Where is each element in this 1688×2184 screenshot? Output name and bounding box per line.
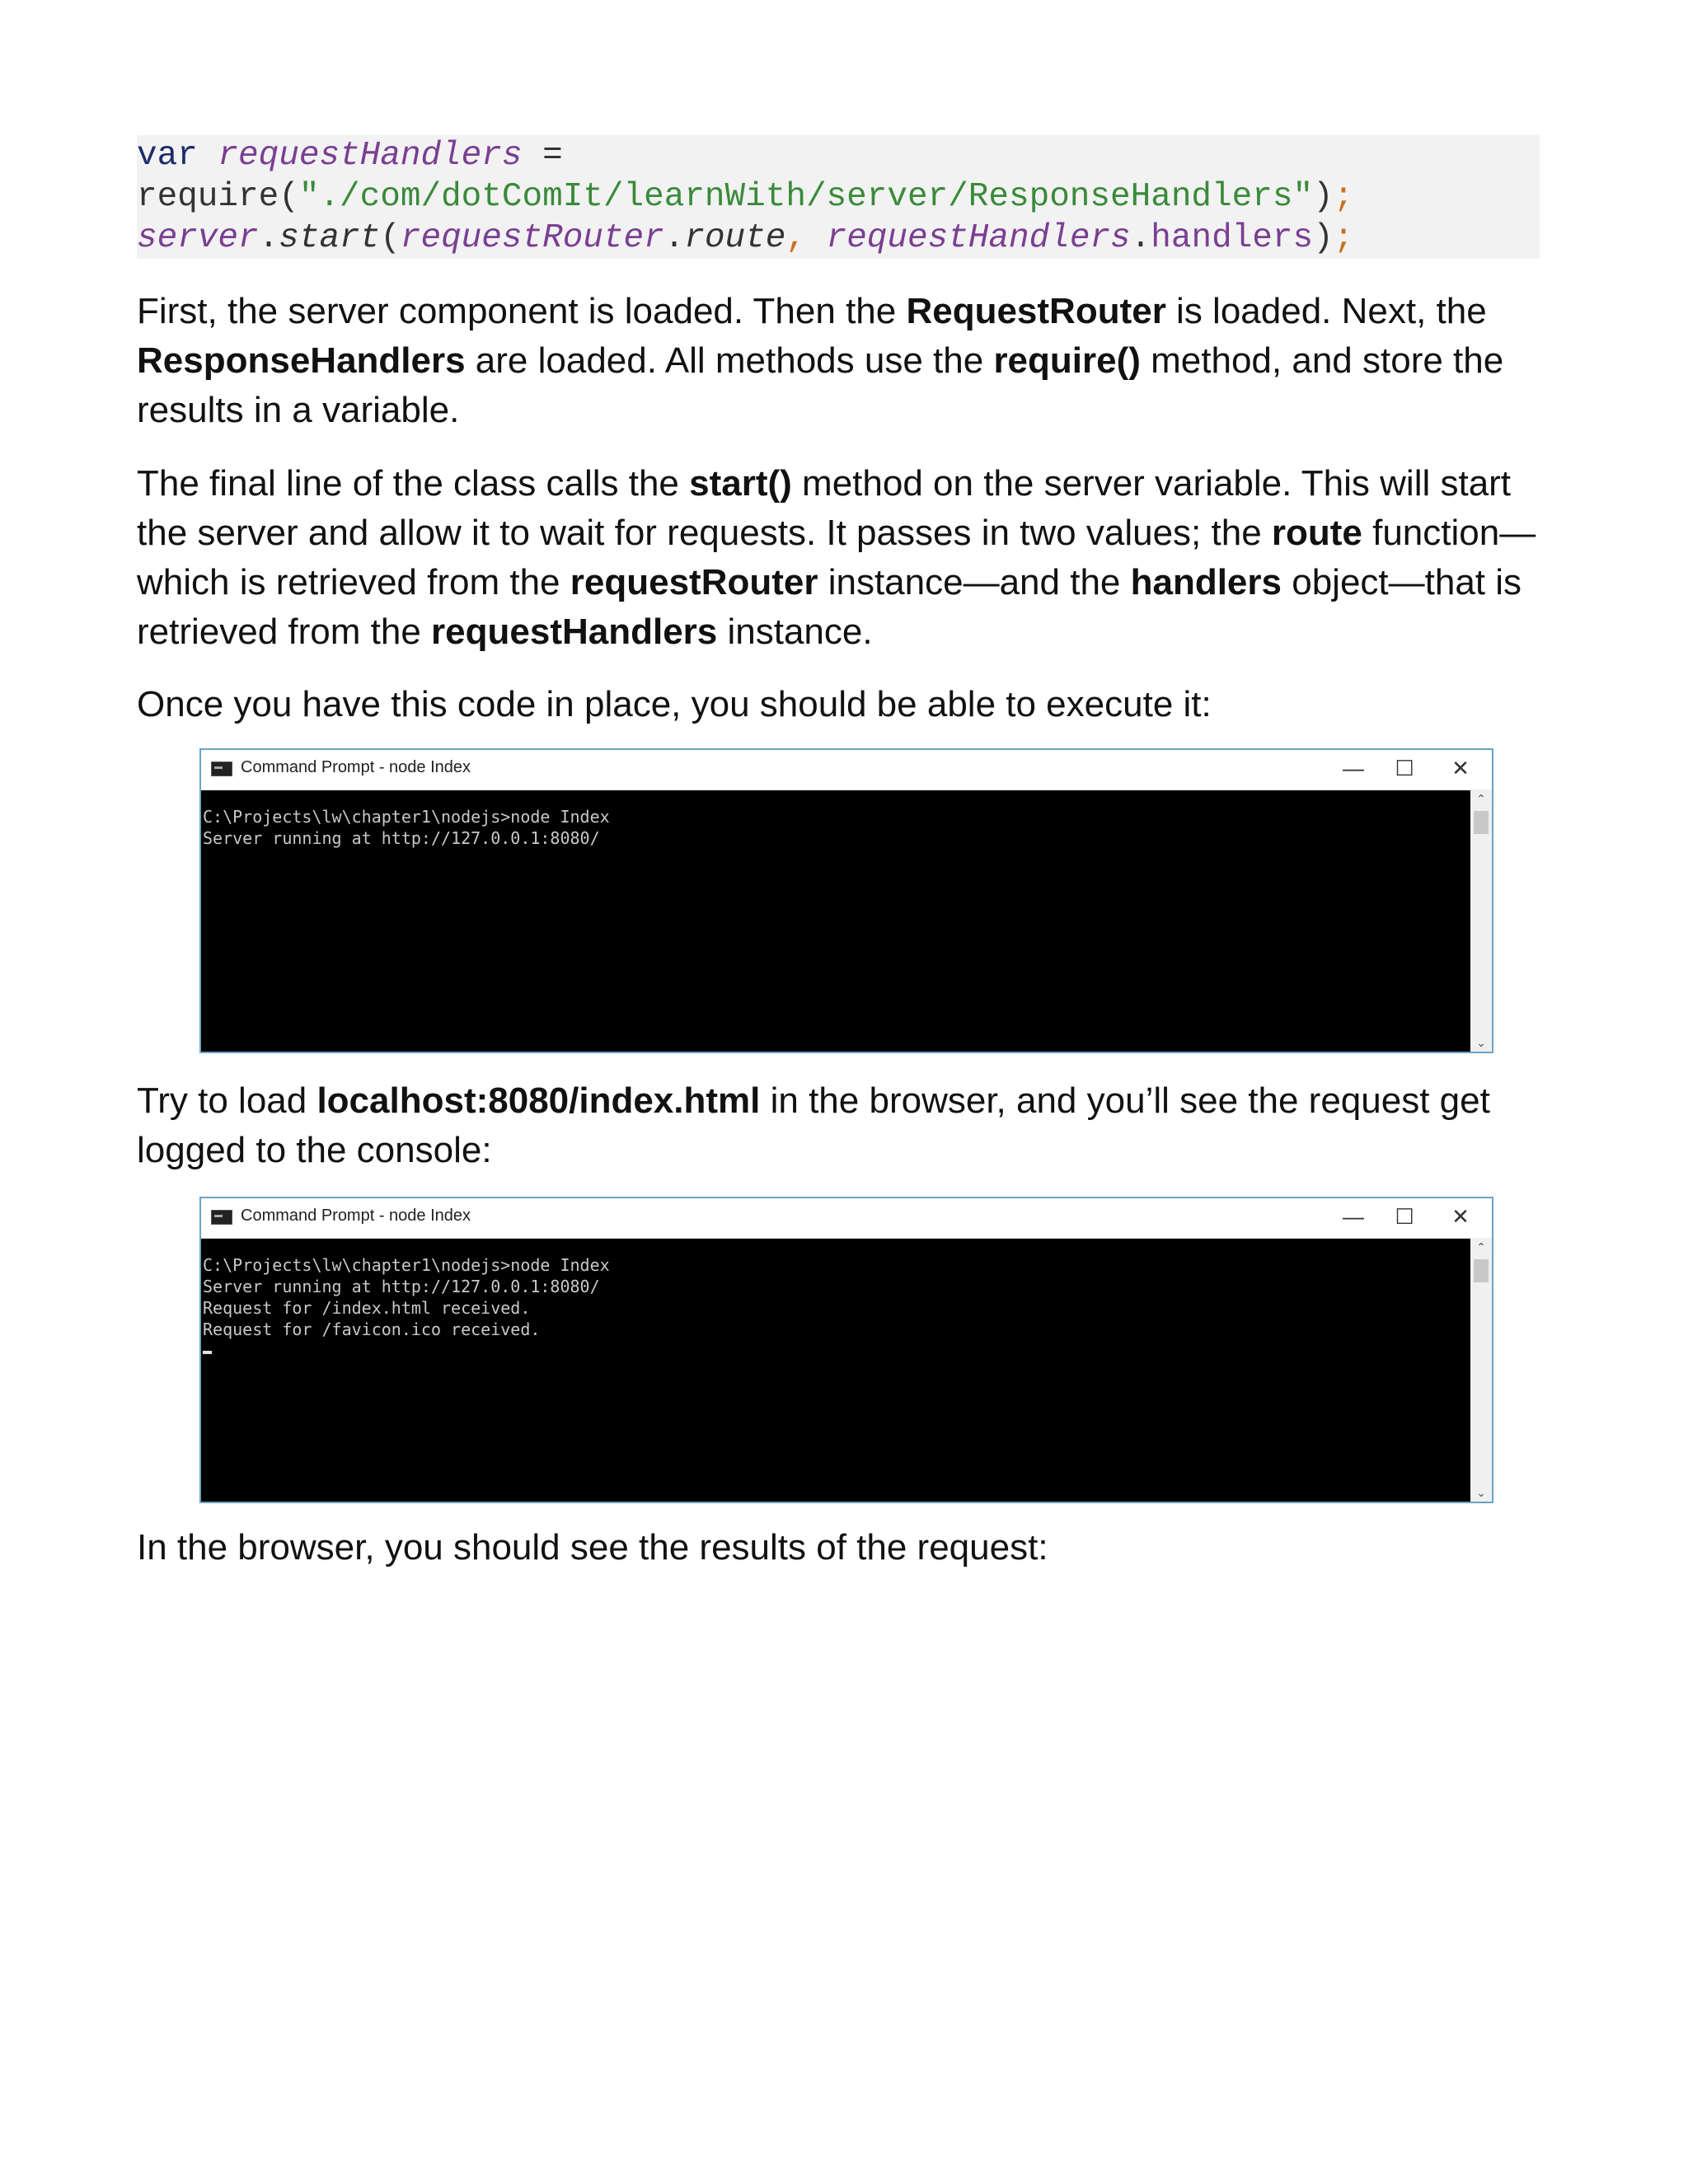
paragraph-try-load — [137, 1076, 1546, 1175]
command-prompt-window-2 — [199, 1197, 1493, 1503]
minimize-button[interactable]: — — [1343, 1204, 1364, 1229]
code-paren: ( — [380, 219, 401, 257]
paragraph-execute — [137, 680, 1546, 729]
bold-term: ResponseHandlers — [137, 340, 466, 381]
scroll-up-icon[interactable]: ⌃ — [1476, 792, 1486, 805]
text: is loaded. Next, the — [1165, 291, 1487, 331]
code-string: "./com/dotComIt/learnWith/server/ResponseHandlers" — [298, 178, 1314, 216]
text: are loaded. All methods use the — [465, 340, 994, 381]
code-arg-property: handlers — [1151, 219, 1314, 257]
paragraph-loading — [137, 287, 1546, 435]
code-paren: ) — [1313, 178, 1334, 216]
code-semicolon: ; — [1333, 178, 1354, 216]
code-function: require — [137, 178, 279, 216]
close-button[interactable]: ✕ — [1451, 1204, 1470, 1229]
window-titlebar — [201, 750, 1492, 790]
console-app-icon — [211, 1210, 232, 1225]
code-arg-object: requestHandlers — [826, 219, 1131, 257]
scroll-down-icon[interactable]: ⌄ — [1476, 1036, 1486, 1049]
text: instance. — [717, 612, 873, 652]
code-line-3 — [137, 218, 1540, 259]
cursor — [203, 1351, 212, 1354]
code-paren: ( — [279, 178, 299, 216]
console-line: C:\Projects\lw\chapter1\nodejs>node Index — [203, 1255, 610, 1275]
text: instance—and the — [818, 562, 1131, 602]
bold-term: requestRouter — [570, 562, 818, 602]
code-keyword: var — [137, 137, 198, 175]
bold-term: start() — [689, 463, 792, 504]
window-title: Command Prompt - node Index — [241, 1207, 471, 1225]
bold-term: RequestRouter — [906, 291, 1166, 331]
scroll-thumb[interactable] — [1474, 811, 1489, 834]
code-paren: ) — [1313, 219, 1334, 257]
code-operator: = — [522, 137, 563, 175]
console-app-icon — [211, 762, 232, 776]
close-button[interactable]: ✕ — [1451, 756, 1470, 780]
vertical-scrollbar[interactable] — [1470, 1238, 1492, 1502]
paragraph-start-method — [137, 459, 1546, 657]
code-block — [137, 135, 1540, 259]
text: function—which is retrieved from the — [137, 513, 1536, 602]
console-line: Server running at http://127.0.0.1:8080/ — [203, 1277, 600, 1296]
scroll-down-icon[interactable]: ⌄ — [1476, 1486, 1486, 1499]
console-line: C:\Projects\lw\chapter1\nodejs>node Index — [203, 807, 610, 827]
text: method on the server variable. This will start the server and allow it to wait for requests. It passes in two values; the — [137, 463, 1512, 553]
bold-term: handlers — [1130, 562, 1282, 602]
text: in the browser, and you’ll see the request get logged to the console: — [137, 1080, 1490, 1170]
scroll-thumb[interactable] — [1474, 1259, 1489, 1282]
text: method, and store the results in a variable. — [137, 340, 1504, 430]
text: In the browser, you should see the results of the request: — [137, 1527, 1048, 1568]
window-titlebar — [201, 1198, 1492, 1239]
vertical-scrollbar[interactable] — [1470, 790, 1492, 1052]
console-cursor-line — [203, 1340, 1469, 1361]
code-comma: , — [785, 219, 806, 257]
code-variable: requestHandlers — [218, 137, 523, 175]
bold-term: localhost:8080/index.html — [316, 1080, 761, 1121]
text: Try to load — [137, 1080, 317, 1121]
code-line-2 — [137, 176, 1540, 218]
text: Once you have this code in place, you should be able to execute it: — [137, 684, 1212, 724]
code-method: start — [279, 219, 381, 257]
paragraph-browser-result — [137, 1523, 1546, 1572]
console-line: Request for /index.html received. — [203, 1298, 531, 1318]
text: First, the server component is loaded. Then the — [137, 291, 907, 331]
text: The final line of the class calls the — [137, 463, 690, 504]
bold-term: route — [1271, 513, 1362, 553]
maximize-button[interactable]: ☐ — [1395, 756, 1414, 780]
code-arg-object: requestRouter — [400, 219, 664, 257]
console-output[interactable] — [201, 1238, 1470, 1502]
command-prompt-window-1 — [199, 748, 1493, 1053]
code-arg-property: route — [684, 219, 786, 257]
code-dot: . — [663, 219, 685, 257]
bold-term: requestHandlers — [431, 612, 718, 652]
code-dot: . — [258, 219, 279, 257]
console-line: Request for /favicon.ico received. — [203, 1319, 541, 1339]
code-semicolon: ; — [1333, 219, 1354, 257]
code-dot: . — [1130, 219, 1151, 257]
text: object—that is retrieved from the — [137, 562, 1522, 652]
code-line-1 — [137, 135, 1540, 176]
code-object: server — [137, 219, 259, 257]
console-line: Server running at http://127.0.0.1:8080/ — [203, 828, 600, 848]
scroll-up-icon[interactable]: ⌃ — [1476, 1240, 1486, 1254]
window-title: Command Prompt - node Index — [241, 758, 471, 776]
bold-term: require() — [993, 340, 1141, 381]
minimize-button[interactable]: — — [1343, 756, 1364, 780]
maximize-button[interactable]: ☐ — [1395, 1204, 1414, 1229]
console-output[interactable] — [201, 790, 1470, 1052]
